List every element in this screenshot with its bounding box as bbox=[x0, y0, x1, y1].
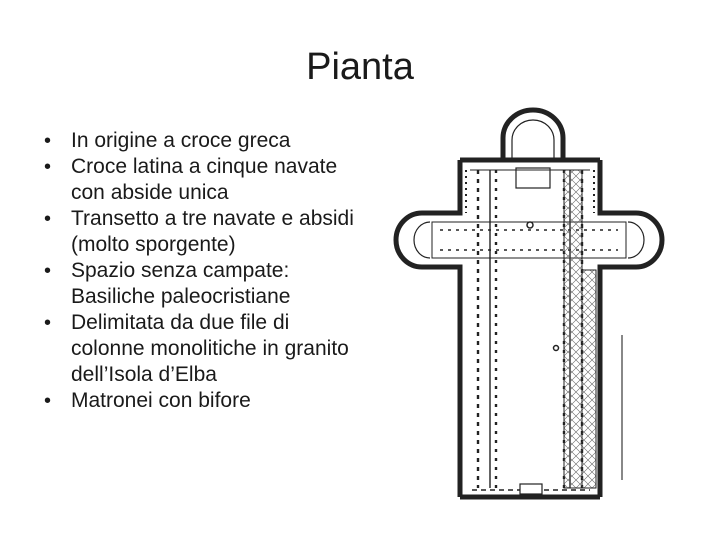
bullet-dot: • bbox=[44, 390, 52, 412]
bullet-dot: • bbox=[44, 312, 52, 334]
bullet-item bbox=[44, 128, 364, 154]
bullet-item bbox=[44, 258, 364, 310]
bullet-item bbox=[44, 388, 364, 414]
bullet-text: Croce latina a cinque navate con abside unica bbox=[71, 155, 338, 204]
basilica-floor-plan bbox=[370, 106, 690, 511]
bullet-item bbox=[44, 206, 364, 258]
bullet-item bbox=[44, 154, 364, 206]
bullet-text: Delimitata da due file di colonne monolitiche in granito dell’Isola d’Elba bbox=[71, 311, 349, 386]
slide-title: Pianta bbox=[306, 46, 414, 88]
bullet-text: Transetto a tre navate e absidi (molto sporgente) bbox=[71, 207, 354, 256]
bullet-item bbox=[44, 310, 364, 388]
bullet-text: In origine a croce greca bbox=[71, 129, 291, 152]
bullet-list bbox=[44, 128, 364, 414]
bullet-dot: • bbox=[44, 208, 52, 230]
bullet-text: Spazio senza campate: Basiliche paleocristiane bbox=[71, 259, 291, 308]
bullet-text: Matronei con bifore bbox=[71, 389, 251, 412]
bullet-dot: • bbox=[44, 156, 52, 178]
bullet-dot: • bbox=[44, 130, 52, 152]
latin-cross-floor-plan-icon bbox=[370, 106, 690, 506]
bullet-dot: • bbox=[44, 260, 52, 282]
